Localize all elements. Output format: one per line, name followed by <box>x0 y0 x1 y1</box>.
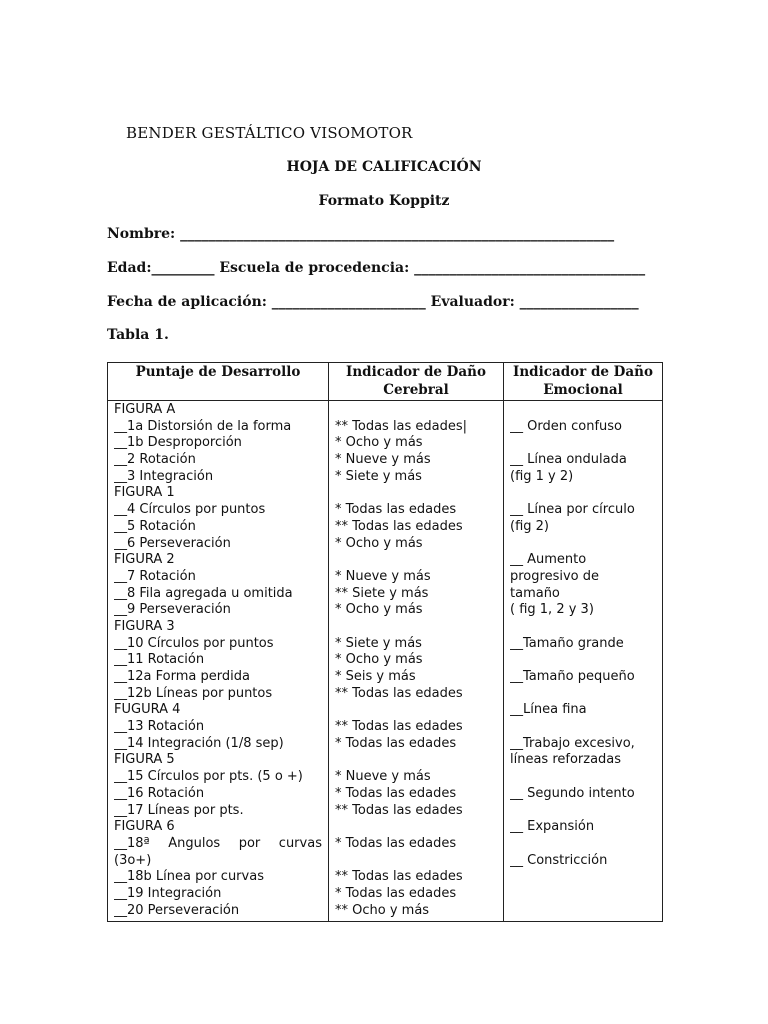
col1-line: __10 Círculos por puntos <box>114 635 274 651</box>
scoring-table <box>107 362 663 922</box>
col2-line <box>335 402 497 419</box>
col3-line <box>510 402 656 419</box>
col2-line: * Siete y más <box>335 635 422 651</box>
col3-line <box>510 869 656 886</box>
col1-line: __5 Rotación <box>114 518 196 534</box>
col3-line <box>510 719 656 736</box>
col2-line: * Ocho y más <box>335 535 423 551</box>
col1-line: __11 Rotación <box>114 652 205 668</box>
col3-line: __Trabajo excesivo, <box>510 735 635 751</box>
table-body-row <box>108 401 663 922</box>
col2-line <box>335 552 497 569</box>
col2-line <box>335 702 497 719</box>
col1-line: FIGURA 6 <box>114 819 175 835</box>
col2-line <box>335 752 497 769</box>
justified-word: curvas <box>278 835 322 851</box>
col1-line: (3o+) <box>114 852 152 868</box>
col2-line: * Ocho y más <box>335 652 423 668</box>
col2-line: * Ocho y más <box>335 602 423 618</box>
column-dano-cerebral <box>329 401 504 922</box>
col1-line: __1b Desproporción <box>114 435 242 451</box>
col1-line: __15 Círculos por pts. (5 o +) <box>114 769 303 785</box>
col2-line: * Nueve y más <box>335 568 431 584</box>
col3-line <box>510 619 656 636</box>
col2-line: * Seis y más <box>335 669 416 684</box>
col3-line: __Tamaño pequeño <box>510 669 635 684</box>
col2-line: ** Todas las edades <box>335 685 463 701</box>
col2-line: ** Todas las edades <box>335 869 463 885</box>
col3-line <box>510 803 656 820</box>
col1-line: __19 Integración <box>114 885 222 901</box>
test-name: BENDER GESTÁLTICO VISOMOTOR <box>126 124 413 142</box>
col2-line: ** Todas las edades <box>335 518 463 534</box>
justified-word: Ángulos <box>168 835 221 851</box>
col2-line: * Todas las edades <box>335 785 457 801</box>
col2-line: * Nueve y más <box>335 769 431 785</box>
col1-line: __8 Fila agregada u omitida <box>114 585 293 601</box>
col3-line: (fig 2) <box>510 518 549 534</box>
col3-line <box>510 886 656 903</box>
col3-line: __ Segundo intento <box>510 785 635 801</box>
col1-line: __1a Distorsión de la forma <box>114 418 292 434</box>
col2-line: * Ocho y más <box>335 435 423 451</box>
col1-line: FIGURA 3 <box>114 618 175 634</box>
col2-line <box>335 619 497 636</box>
justified-word: por <box>238 835 261 851</box>
col1-line: FUGURA 4 <box>114 702 181 718</box>
col3-line <box>510 485 656 502</box>
col3-line: líneas reforzadas <box>510 752 622 768</box>
format-subtitle: Formato Koppitz <box>318 193 450 209</box>
column-dano-emocional <box>504 401 663 922</box>
col1-line: FIGURA A <box>114 402 176 417</box>
col3-line: (fig 1 y 2) <box>510 468 574 484</box>
col1-line: __20 Perseveración <box>114 902 240 918</box>
edad-escuela-field: Edad:_________ Escuela de procedencia: _________________________________ <box>107 260 646 276</box>
col2-line: ** Siete y más <box>335 585 429 601</box>
column-puntaje-desarrollo <box>108 401 329 922</box>
col1-line: __3 Integración <box>114 468 214 484</box>
col3-line <box>510 435 656 452</box>
table-header-row <box>108 363 663 401</box>
nombre-field: Nombre: ______________________________________________________________ <box>107 226 615 242</box>
fecha-evaluador-field: Fecha de aplicación: ______________________ Evaluador: _________________ <box>107 294 639 310</box>
col2-line: ** Todas las edades| <box>335 418 468 434</box>
col1-line: __6 Perseveración <box>114 535 231 551</box>
col1-line <box>114 836 322 853</box>
col2-line: ** Todas las edades <box>335 802 463 818</box>
col1-line: FIGURA 1 <box>114 485 175 501</box>
col1-line: __17 Líneas por pts. <box>114 802 244 818</box>
col3-line: __ Constricción <box>510 852 608 868</box>
col3-line <box>510 836 656 853</box>
header-dano-emocional: Indicador de Daño Emocional <box>504 363 663 401</box>
col2-line: * Siete y más <box>335 468 422 484</box>
col1-line: __7 Rotación <box>114 568 196 584</box>
col2-line: * Todas las edades <box>335 502 457 518</box>
col2-line <box>335 819 497 836</box>
col1-line: __18b Línea por curvas <box>114 869 264 885</box>
col3-line: __ Línea por círculo <box>510 502 635 518</box>
col2-line <box>335 853 497 870</box>
col3-line: __Tamaño grande <box>510 635 624 651</box>
col1-line: __2 Rotación <box>114 452 196 468</box>
table-label: Tabla 1. <box>107 327 169 343</box>
header-dano-cerebral: Indicador de Daño Cerebral <box>329 363 504 401</box>
col2-line: ** Todas las edades <box>335 719 463 735</box>
col3-line <box>510 652 656 669</box>
col3-line: __ Línea ondulada <box>510 452 627 468</box>
col3-line: progresivo de <box>510 568 599 584</box>
col2-line: * Todas las edades <box>335 835 457 851</box>
col1-line: __13 Rotación <box>114 719 205 735</box>
col2-line: * Todas las edades <box>335 735 457 751</box>
col1-line: __12b Líneas por puntos <box>114 685 273 701</box>
header-puntaje-desarrollo: Puntaje de Desarrollo <box>108 363 329 401</box>
col3-line: __Línea fina <box>510 702 587 718</box>
col3-line <box>510 536 656 553</box>
col3-line: __ Aumento <box>510 552 587 568</box>
col1-line: __9 Perseveración <box>114 602 231 618</box>
col1-line: __16 Rotación <box>114 785 205 801</box>
col2-line: * Todas las edades <box>335 885 457 901</box>
col3-line: ( fig 1, 2 y 3) <box>510 602 594 618</box>
col2-line <box>335 485 497 502</box>
col3-line: __ Expansión <box>510 819 595 835</box>
col1-line: __14 Integración (1/8 sep) <box>114 735 284 751</box>
col1-line: __12a Forma perdida <box>114 669 250 684</box>
col3-line <box>510 686 656 703</box>
sheet-title: HOJA DE CALIFICACIÓN <box>286 159 482 175</box>
col1-line: FIGURA 2 <box>114 552 175 568</box>
col1-line: __4 Círculos por puntos <box>114 502 266 518</box>
col3-line <box>510 903 656 920</box>
col3-line <box>510 769 656 786</box>
col3-line: __ Orden confuso <box>510 418 622 434</box>
col2-line: * Nueve y más <box>335 452 431 468</box>
col2-line: ** Ocho y más <box>335 902 430 918</box>
col1-line: FIGURA 5 <box>114 752 175 768</box>
justified-word: __18ª <box>114 835 150 851</box>
col3-line: tamaño <box>510 585 560 601</box>
